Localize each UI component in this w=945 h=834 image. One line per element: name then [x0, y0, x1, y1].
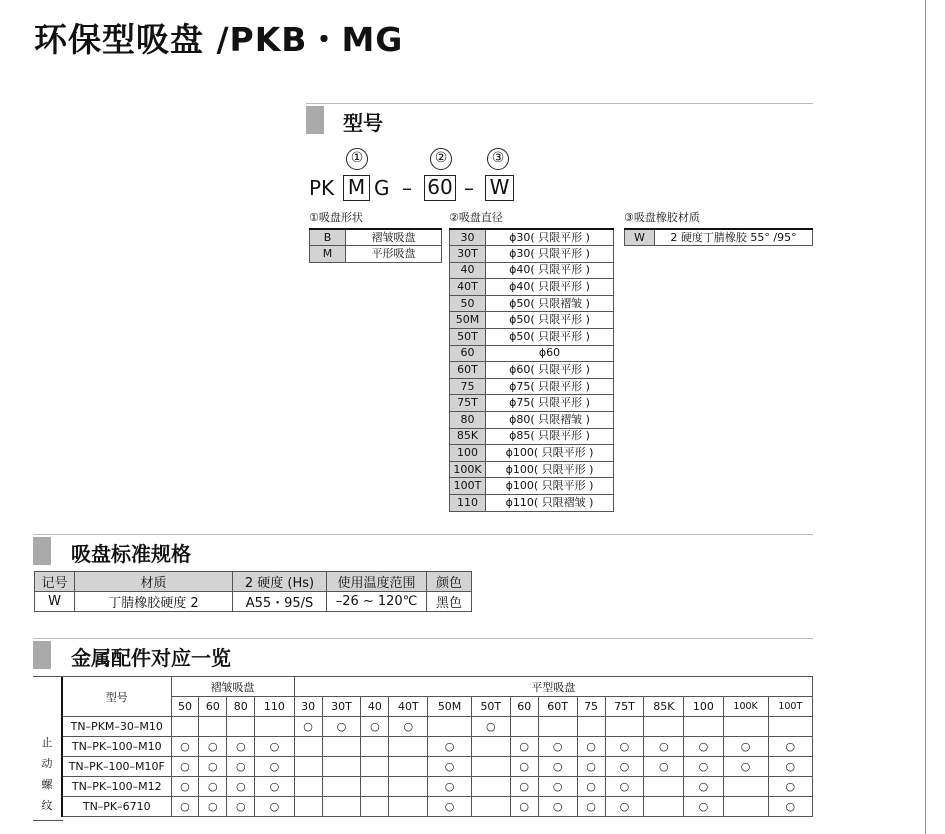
- option-desc: ϕ40( 只限平形 ): [486, 279, 614, 296]
- option2-table: [449, 228, 614, 512]
- table-row: [450, 378, 614, 395]
- compat-mark: ○: [684, 797, 723, 817]
- size-header: 100K: [723, 697, 768, 717]
- empty-cell: [294, 737, 322, 757]
- option-desc: ϕ40( 只限平形 ): [486, 262, 614, 279]
- compat-mark: ○: [538, 797, 577, 817]
- empty-cell: [389, 777, 428, 797]
- table-row: [450, 312, 614, 329]
- size-header: 110: [255, 697, 294, 717]
- table-row: [450, 295, 614, 312]
- group-header-flat: 平型吸盘: [294, 677, 812, 697]
- std-cell: W: [35, 592, 75, 612]
- size-header: 100: [684, 697, 723, 717]
- empty-cell: [768, 717, 812, 737]
- table-header-row: [62, 697, 813, 717]
- compat-mark: ○: [684, 737, 723, 757]
- compat-mark: ○: [605, 777, 644, 797]
- compat-mark: ○: [768, 757, 812, 777]
- compat-mark: ○: [510, 737, 538, 757]
- empty-cell: [361, 757, 389, 777]
- size-header: 40T: [389, 697, 428, 717]
- option-desc: ϕ30( 只限平形 ): [486, 246, 614, 263]
- option-code: 75: [450, 378, 486, 395]
- page-right-border: [925, 0, 926, 834]
- compat-mark: ○: [723, 757, 768, 777]
- table-header-row: [62, 677, 813, 697]
- option-desc: ϕ80( 只限褶皱 ): [486, 412, 614, 429]
- compat-mark: ○: [171, 757, 199, 777]
- model-header: 型号: [62, 677, 171, 717]
- table-row: [62, 777, 813, 797]
- compat-mark: ○: [199, 737, 227, 757]
- size-header: 100T: [768, 697, 812, 717]
- code-dash-1: –: [402, 176, 412, 200]
- empty-cell: [471, 737, 510, 757]
- option-desc: ϕ100( 只限平形 ): [486, 478, 614, 495]
- group-header-pleated: 褶皱吸盘: [171, 677, 294, 697]
- empty-cell: [605, 717, 644, 737]
- option-code: 30: [450, 229, 486, 246]
- side-label-char: 纹: [41, 799, 53, 812]
- option-code: 50: [450, 295, 486, 312]
- table-row: [450, 262, 614, 279]
- empty-cell: [471, 757, 510, 777]
- empty-cell: [471, 777, 510, 797]
- compat-mark: ○: [684, 777, 723, 797]
- compat-mark: ○: [538, 757, 577, 777]
- option-desc: ϕ75( 只限平形 ): [486, 378, 614, 395]
- compat-mark: ○: [577, 777, 605, 797]
- option-desc: ϕ60: [486, 345, 614, 362]
- compat-mark: ○: [255, 757, 294, 777]
- model-cell: TN–PKM–30–M10: [62, 717, 171, 737]
- compat-mark: ○: [199, 797, 227, 817]
- option3-table: [624, 228, 813, 246]
- option-desc: 褶皱吸盘: [346, 229, 442, 246]
- std-header: 使用温度范围: [327, 572, 427, 592]
- table-row: [450, 461, 614, 478]
- model-section-title: 型号: [343, 111, 383, 135]
- empty-cell: [389, 737, 428, 757]
- table-row: [450, 345, 614, 362]
- empty-cell: [510, 717, 538, 737]
- empty-cell: [255, 717, 294, 737]
- table-rule: [33, 676, 63, 677]
- compat-mark: ○: [428, 777, 472, 797]
- compat-mark: ○: [605, 757, 644, 777]
- empty-cell: [723, 717, 768, 737]
- section-bar: [306, 106, 324, 134]
- empty-cell: [361, 777, 389, 797]
- code-box-diameter: 60: [424, 175, 456, 201]
- table-row: [450, 246, 614, 263]
- size-header: 40: [361, 697, 389, 717]
- empty-cell: [644, 717, 684, 737]
- compat-mark: ○: [768, 737, 812, 757]
- size-header: 60: [199, 697, 227, 717]
- empty-cell: [322, 737, 361, 757]
- table-row: [450, 329, 614, 346]
- code-dash-2: –: [464, 176, 474, 200]
- size-header: 50T: [471, 697, 510, 717]
- option-code: 80: [450, 412, 486, 429]
- section-rule: [33, 534, 813, 535]
- compat-mark: ○: [428, 737, 472, 757]
- std-header: 颜色: [427, 572, 472, 592]
- circle-marker-2: ②: [430, 148, 452, 170]
- compat-mark: ○: [723, 737, 768, 757]
- table-row: [450, 395, 614, 412]
- table-row: [62, 717, 813, 737]
- size-header: 30T: [322, 697, 361, 717]
- table-row: [62, 757, 813, 777]
- empty-cell: [723, 797, 768, 817]
- empty-cell: [322, 757, 361, 777]
- code-box-material: W: [485, 175, 514, 201]
- size-header: 85K: [644, 697, 684, 717]
- table-row: [450, 445, 614, 462]
- size-header: 80: [227, 697, 255, 717]
- side-label: [40, 732, 54, 816]
- compat-mark: ○: [510, 777, 538, 797]
- model-cell: TN–PK–100–M12: [62, 777, 171, 797]
- empty-cell: [294, 797, 322, 817]
- option-desc: 2 硬度丁腈橡胶 55° /95°: [655, 229, 813, 246]
- empty-cell: [538, 717, 577, 737]
- code-mid: G: [374, 176, 390, 200]
- std-cell: A55・95/S: [233, 592, 327, 612]
- empty-cell: [684, 717, 723, 737]
- table-row: [625, 229, 813, 246]
- option-code: 100: [450, 445, 486, 462]
- compat-mark: ○: [389, 717, 428, 737]
- option-desc: ϕ60( 只限平形 ): [486, 362, 614, 379]
- std-cell: 黑色: [427, 592, 472, 612]
- option-desc: ϕ100( 只限平形 ): [486, 445, 614, 462]
- compat-mark: ○: [538, 777, 577, 797]
- std-cell: 丁腈橡胶硬度 2: [75, 592, 233, 612]
- table-row: [310, 246, 442, 263]
- empty-cell: [389, 797, 428, 817]
- compat-mark: ○: [428, 757, 472, 777]
- compat-mark: ○: [199, 777, 227, 797]
- option-desc: ϕ30( 只限平形 ): [486, 229, 614, 246]
- option-code: 50M: [450, 312, 486, 329]
- side-label-char: 螺: [41, 778, 53, 791]
- empty-cell: [577, 717, 605, 737]
- option-desc: ϕ50( 只限平形 ): [486, 312, 614, 329]
- option-code: 50T: [450, 329, 486, 346]
- circle-marker-3: ③: [487, 148, 509, 170]
- option-desc: ϕ75( 只限平形 ): [486, 395, 614, 412]
- table-row: [450, 478, 614, 495]
- section-rule: [33, 638, 813, 639]
- table-rule: [33, 820, 63, 821]
- option-desc: ϕ50( 只限平形 ): [486, 329, 614, 346]
- option-code: 100T: [450, 478, 486, 495]
- std-cell: –26 ~ 120℃: [327, 592, 427, 612]
- empty-cell: [361, 737, 389, 757]
- section-bar: [33, 537, 51, 565]
- circle-marker-1: ①: [346, 148, 368, 170]
- empty-cell: [723, 777, 768, 797]
- empty-cell: [322, 797, 361, 817]
- section-rule: [306, 103, 813, 104]
- compat-mark: ○: [644, 757, 684, 777]
- option-code: 60: [450, 345, 486, 362]
- compat-mark: ○: [361, 717, 389, 737]
- size-header: 30: [294, 697, 322, 717]
- compat-mark: ○: [255, 777, 294, 797]
- option-desc: 平形吸盘: [346, 246, 442, 263]
- compat-mark: ○: [605, 797, 644, 817]
- empty-cell: [361, 797, 389, 817]
- compat-mark: ○: [605, 737, 644, 757]
- empty-cell: [322, 777, 361, 797]
- table-row: [35, 592, 472, 612]
- model-cell: TN–PK–6710: [62, 797, 171, 817]
- size-header: 75T: [605, 697, 644, 717]
- option-code: 40T: [450, 279, 486, 296]
- option-desc: ϕ110( 只限褶皱 ): [486, 495, 614, 512]
- option-code: 60T: [450, 362, 486, 379]
- compat-mark: ○: [199, 757, 227, 777]
- compat-mark: ○: [227, 757, 255, 777]
- option-code: 100K: [450, 461, 486, 478]
- option-desc: ϕ100( 只限平形 ): [486, 461, 614, 478]
- table-row: [450, 229, 614, 246]
- size-header: 50: [171, 697, 199, 717]
- option-desc: ϕ50( 只限褶皱 ): [486, 295, 614, 312]
- compat-mark: ○: [510, 797, 538, 817]
- metal-section-title: 金属配件对应一览: [71, 646, 231, 670]
- empty-cell: [471, 797, 510, 817]
- compat-mark: ○: [294, 717, 322, 737]
- compat-mark: ○: [255, 737, 294, 757]
- option-code: B: [310, 229, 346, 246]
- table-row: [310, 229, 442, 246]
- empty-cell: [294, 777, 322, 797]
- empty-cell: [644, 777, 684, 797]
- compat-mark: ○: [644, 737, 684, 757]
- compat-mark: ○: [510, 757, 538, 777]
- option-code: 85K: [450, 428, 486, 445]
- std-section-title: 吸盘标准规格: [71, 542, 191, 566]
- empty-cell: [199, 717, 227, 737]
- code-prefix: PK: [309, 176, 335, 200]
- table-row: [450, 362, 614, 379]
- compat-mark: ○: [768, 777, 812, 797]
- page-title: 环保型吸盘 /PKB・MG: [34, 20, 404, 59]
- option3-title: ③吸盘橡胶材质: [624, 211, 700, 224]
- section-bar: [33, 641, 51, 669]
- empty-cell: [227, 717, 255, 737]
- compat-mark: ○: [171, 737, 199, 757]
- option-desc: ϕ85( 只限平形 ): [486, 428, 614, 445]
- model-cell: TN–PK–100–M10F: [62, 757, 171, 777]
- side-label-char: 动: [41, 757, 53, 770]
- model-cell: TN–PK–100–M10: [62, 737, 171, 757]
- compat-mark: ○: [538, 737, 577, 757]
- size-header: 50M: [428, 697, 472, 717]
- empty-cell: [389, 757, 428, 777]
- compat-mark: ○: [577, 797, 605, 817]
- compat-mark: ○: [428, 797, 472, 817]
- compat-mark: ○: [255, 797, 294, 817]
- option-code: W: [625, 229, 655, 246]
- empty-cell: [294, 757, 322, 777]
- option-code: 30T: [450, 246, 486, 263]
- compat-mark: ○: [171, 777, 199, 797]
- table-row: [450, 495, 614, 512]
- std-header: 记号: [35, 572, 75, 592]
- std-spec-table: [34, 571, 472, 612]
- option-code: 110: [450, 495, 486, 512]
- size-header: 60T: [538, 697, 577, 717]
- std-header: 2 硬度 (Hs): [233, 572, 327, 592]
- compat-mark: ○: [227, 797, 255, 817]
- size-header: 75: [577, 697, 605, 717]
- compat-mark: ○: [322, 717, 361, 737]
- option-code: 75T: [450, 395, 486, 412]
- empty-cell: [644, 797, 684, 817]
- compat-mark: ○: [768, 797, 812, 817]
- option-code: 40: [450, 262, 486, 279]
- option1-title: ①吸盘形状: [309, 211, 363, 224]
- table-row: [450, 412, 614, 429]
- option2-title: ②吸盘直径: [449, 211, 503, 224]
- table-row: [450, 428, 614, 445]
- option1-table: [309, 228, 442, 263]
- empty-cell: [428, 717, 472, 737]
- table-row: [62, 737, 813, 757]
- option-code: M: [310, 246, 346, 263]
- table-row: [62, 797, 813, 817]
- side-label-char: 止: [41, 736, 53, 749]
- compat-mark: ○: [577, 757, 605, 777]
- code-box-shape: M: [343, 175, 370, 201]
- compat-mark: ○: [227, 737, 255, 757]
- compat-mark: ○: [577, 737, 605, 757]
- size-header: 60: [510, 697, 538, 717]
- empty-cell: [171, 717, 199, 737]
- metal-fittings-table: [61, 676, 813, 817]
- table-row: [450, 279, 614, 296]
- compat-mark: ○: [684, 757, 723, 777]
- compat-mark: ○: [171, 797, 199, 817]
- std-header: 材质: [75, 572, 233, 592]
- table-header-row: [35, 572, 472, 592]
- compat-mark: ○: [471, 717, 510, 737]
- compat-mark: ○: [227, 777, 255, 797]
